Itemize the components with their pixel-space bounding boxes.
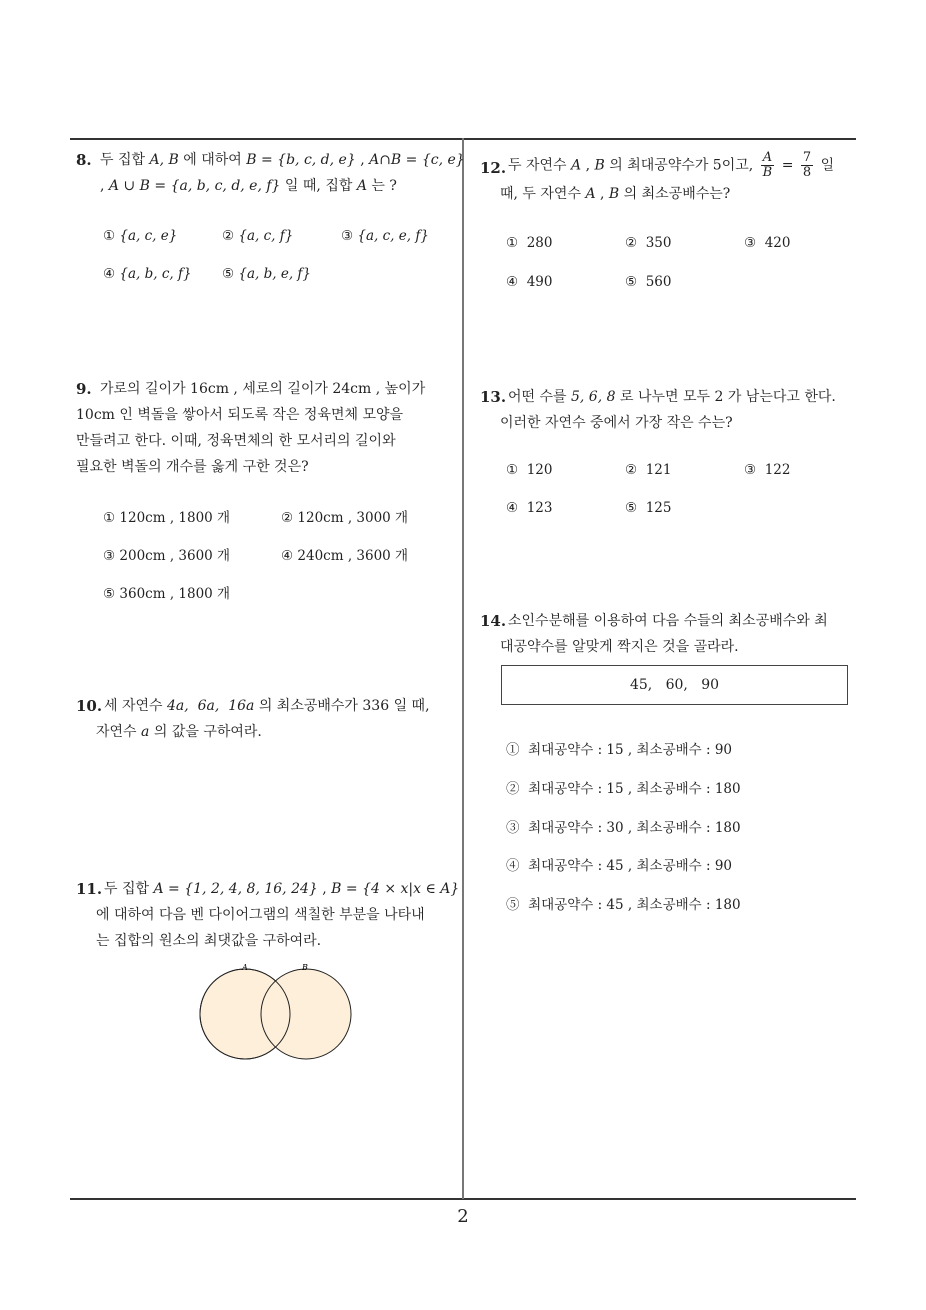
question-text <box>508 608 828 634</box>
numbers-box <box>501 665 848 705</box>
option-2[interactable]: ② 120cm , 3000 개 <box>281 510 409 526</box>
text: , <box>100 178 105 194</box>
option-5[interactable]: ⑤ 360cm , 1800 개 <box>103 586 231 602</box>
question-12 <box>480 151 860 211</box>
text-line: 는 집합의 원소의 최댓값을 구하여라. <box>96 933 322 949</box>
math: B <box>594 157 605 174</box>
question-text-cont <box>96 719 262 745</box>
text: 일 때, 집합 <box>284 178 353 194</box>
math: A <box>571 157 582 174</box>
option-2[interactable]: ② 350 <box>625 235 672 251</box>
option-1[interactable]: ① 120 <box>506 462 553 478</box>
question-number: 12. <box>480 159 507 177</box>
option-4[interactable]: ④ 123 <box>506 500 553 516</box>
math: A <box>356 178 367 194</box>
option-3[interactable]: ③ 최대공약수 : 30 , 최소공배수 : 180 <box>506 820 741 836</box>
text: 때, 두 자연수 <box>500 186 581 202</box>
text: 자연수 <box>96 724 137 740</box>
question-text-cont <box>500 181 730 207</box>
question-text-cont <box>500 410 733 436</box>
question-number: 13. <box>480 388 507 406</box>
venn-label-a: A <box>242 963 248 972</box>
text-line: 이러한 자연수 중에서 가장 작은 수는? <box>500 415 733 431</box>
option-2[interactable]: ② {a, c, f} <box>222 228 294 244</box>
option-3[interactable]: ③ {a, c, e, f} <box>341 228 429 244</box>
question-number: 10. <box>76 697 103 715</box>
text: , <box>322 881 327 897</box>
fraction-a-over-b: $\frac{A}{B}$ <box>762 150 773 180</box>
option-4[interactable]: ④ 240cm , 3600 개 <box>281 548 409 564</box>
text: 의 값을 구하여라. <box>153 724 262 740</box>
option-2[interactable]: ② 121 <box>625 462 672 478</box>
text: 의 최소공배수가 336 일 때, <box>258 698 430 714</box>
option-5[interactable]: ⑤ 560 <box>625 274 672 290</box>
question-number: 14. <box>480 612 507 630</box>
question-14 <box>480 608 860 668</box>
math: 5, 6, 8 <box>571 389 616 405</box>
column-divider <box>462 138 464 1199</box>
question-number: 9. <box>76 380 92 398</box>
question-text <box>100 376 462 402</box>
question-9 <box>76 376 462 486</box>
question-13 <box>480 384 860 444</box>
text: 는 ? <box>371 178 397 194</box>
venn-diagram <box>190 958 365 1068</box>
text: , <box>360 152 365 168</box>
text-line: 10cm 인 벽돌을 쌓아서 되도록 작은 정육면체 모양을 <box>76 407 404 423</box>
option-3[interactable]: ③ 122 <box>744 462 791 478</box>
question-number: 8. <box>76 151 92 169</box>
math: A, B <box>149 152 179 168</box>
math: B <box>608 186 620 202</box>
question-text <box>508 384 836 410</box>
text: 에 대하여 <box>183 152 242 168</box>
math: A <box>585 186 596 202</box>
text: , <box>585 157 591 174</box>
question-text-cont <box>500 634 739 660</box>
text: 의 최대공약수가 5이고, <box>609 157 754 174</box>
math: B = {4 × x|x ∈ A} <box>331 881 460 897</box>
text-line: 소인수분해를 이용하여 다음 수들의 최소공배수와 최 <box>508 613 828 629</box>
text-line: 가로의 길이가 16cm , 세로의 길이가 24cm , 높이가 <box>100 381 426 397</box>
question-11 <box>76 876 462 966</box>
option-3[interactable]: ③ 420 <box>744 235 791 251</box>
option-5[interactable]: ⑤ {a, b, e, f} <box>222 266 312 282</box>
option-5[interactable]: ⑤ 125 <box>625 500 672 516</box>
question-text <box>104 693 466 719</box>
question-text-cont <box>76 402 403 480</box>
option-1[interactable]: ① 120cm , 1800 개 <box>103 510 231 526</box>
option-2[interactable]: ② 최대공약수 : 15 , 최소공배수 : 180 <box>506 781 741 797</box>
text-line: 만들려고 한다. 이때, 정육면체의 한 모서리의 길이와 <box>76 433 396 449</box>
text: 세 자연수 <box>104 698 163 714</box>
numbers-text: 45, 60, 90 <box>629 677 720 693</box>
text: 일 <box>820 157 835 174</box>
text-line: 필요한 벽돌의 개수를 옳게 구한 것은? <box>76 459 309 475</box>
text: 의 최소공배수는? <box>623 186 731 202</box>
text: 로 나누면 모두 2 가 남는다고 한다. <box>619 389 836 405</box>
question-text <box>508 151 834 180</box>
question-text <box>104 876 466 902</box>
fraction-7-over-8: $\frac{7}{8}$ <box>802 150 812 180</box>
option-3[interactable]: ③ 200cm , 3600 개 <box>103 548 231 564</box>
question-number: 11. <box>76 880 103 898</box>
option-1[interactable]: ① {a, c, e} <box>103 228 178 244</box>
question-text <box>100 147 465 199</box>
option-1[interactable]: ① 최대공약수 : 15 , 최소공배수 : 90 <box>506 742 732 758</box>
math: a <box>141 724 150 740</box>
text-line: 에 대하여 다음 벤 다이어그램의 색칠한 부분을 나타내 <box>96 907 425 923</box>
question-10 <box>76 693 462 753</box>
math: 4a, 6a, 16a <box>167 698 255 714</box>
math: A = {1, 2, 4, 8, 16, 24} <box>153 881 318 897</box>
text: 두 집합 <box>104 881 150 897</box>
option-5[interactable]: ⑤ 최대공약수 : 45 , 최소공배수 : 180 <box>506 897 741 913</box>
venn-label-b: B <box>302 963 308 972</box>
math: B = {b, c, d, e} <box>246 152 356 168</box>
text: 두 자연수 <box>508 157 567 174</box>
option-4[interactable]: ④ 최대공약수 : 45 , 최소공배수 : 90 <box>506 858 732 874</box>
question-text-cont <box>96 902 425 954</box>
text: = <box>781 157 794 174</box>
option-1[interactable]: ① 280 <box>506 235 553 251</box>
page-number: 2 <box>457 1206 469 1227</box>
venn-circle-b <box>261 969 351 1059</box>
option-4[interactable]: ④ {a, b, c, f} <box>103 266 192 282</box>
text: 두 집합 <box>100 152 146 168</box>
option-4[interactable]: ④ 490 <box>506 274 553 290</box>
text-line: 대공약수를 알맞게 짝지은 것을 골라라. <box>500 639 739 655</box>
math: A ∪ B = {a, b, c, d, e, f} <box>108 178 281 194</box>
text: , <box>600 186 605 202</box>
math: A∩B = {c, e} <box>369 152 465 168</box>
text: 어떤 수를 <box>508 389 567 405</box>
